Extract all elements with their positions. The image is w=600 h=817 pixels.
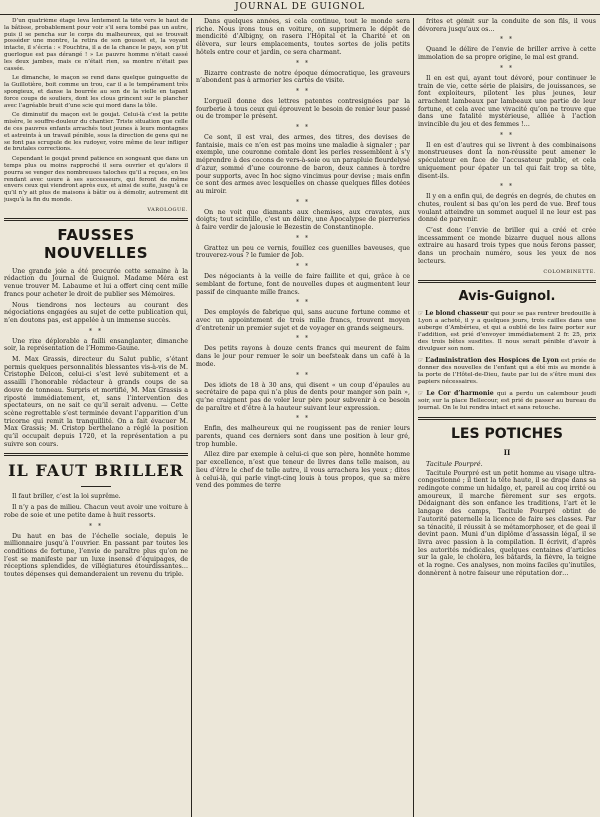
notice-heading: Le blond chasseur bbox=[425, 309, 489, 317]
divider bbox=[418, 280, 596, 283]
short-divider bbox=[81, 486, 111, 487]
notice-item bbox=[418, 357, 596, 386]
article-paragraph: Du haut en bas de l’échelle sociale, depuis le millionnaire jusqu’à l’ouvrier. En passant par toutes les conditions de fortune, l’envie de paraître plus qu’on ne l’est se manifeste par un luxe insensé d’équipages, de réceptions splendides, de villégiatures étourdissantes… toutes dépenses qui demanderaient un revenu du triple. bbox=[4, 532, 188, 579]
article-paragraph: Des négociants à la veille de faire faillite et qui, grâce à ce semblant de fortune, font de nouvelles dupes et augmentent leur passif de cinquante mille francs. bbox=[196, 273, 410, 296]
notice-text: qui pour se pas rentrer bredouille à Lyon a acheté, il y a quelques jours, trois cailles dans une auberge d’Ambérieu, et qui a oublié de les faire porter sur l’addition, est prié d’envoyer immédiatement 2 fr. 25, prix des trois bêtes susdites. Il nous serait pénible d’avoir à divulguer son nom. bbox=[418, 310, 596, 352]
article-paragraph: Bizarre contraste de notre époque démocratique, les graveurs n’abondent pas à armorier les cartes de visite. bbox=[196, 69, 410, 85]
signature: COLOMBINETTE. bbox=[543, 268, 596, 275]
article-paragraph: Allez dire par exemple à celui-ci que son père, honnête homme par excellence, n’est que teneur de livres dans telle maison, au lieu d’être le chef de telle autre, il vous arrachera les yeux ; dites à celui-là, qui parle vingt-cinq louis à tous propos, que sa mère vend des pommes de terre bbox=[196, 451, 410, 490]
article-paragraph: Des employés de fabrique qui, sans aucune fortune comme et avec un appointement de trois mille francs, trouvent moyen d’entretenir un premier sujet et de voyager en grands seigneurs. bbox=[196, 309, 410, 332]
article-paragraph: Quand le délire de l’envie de briller arrive à cette immolation de sa propre origine, le mal est grand. bbox=[418, 46, 596, 62]
article-paragraph: D’un quatrième étage leva lentement la tête vers le haut de la bâtisse, probablement pour voir s’il sera tombé pas un autre, puis il se pencha sur le corps du malheureux, qui se trouvait posséder une montre, la retira de son gousset et, la voyant intacte, il s’écria : « Fouchtra, il a de la chance le pays, son p’tit guerlogue est pas dérangé ! » Le pauvre homme n’était cassé les deux jambes, mais ce n’était rien, sa montre n’était pas cassée. bbox=[4, 18, 188, 72]
asterism: * * bbox=[500, 64, 514, 72]
article-paragraph: Il y en a enfin qui, de degrés en degrés, de chutes en chutes, roulent si bas qu’on les perd de vue. Bref tous voulant atteindre un sommet auquel il ne leur est pas donné de parvenir. bbox=[418, 193, 596, 224]
asterism: * * bbox=[296, 335, 310, 343]
asterism: * * bbox=[296, 234, 310, 242]
section-number: II bbox=[503, 447, 511, 457]
section-title-avis-guignol: Avis-Guignol. bbox=[458, 288, 556, 304]
subheading: Tacitule Pourpré. bbox=[426, 459, 483, 468]
column-rule bbox=[191, 18, 192, 817]
notice-heading: L’administration des Hospices de Lyon bbox=[425, 356, 559, 364]
article-paragraph: Grattez un peu ce vernis, fouillez ces guenilles baveuses, que trouverez-vous ? le fumier de Job. bbox=[196, 244, 410, 260]
asterism: * * bbox=[500, 36, 514, 44]
asterism: * * bbox=[500, 131, 514, 139]
notice-text: qui a perdu un calembour jeudi soir, sur la place Bellecour, est prié de passer au bureau du journal. On le lui rendra intact et sans retouche. bbox=[418, 390, 596, 411]
hand-pointer-icon: ☞ bbox=[418, 310, 426, 317]
article-paragraph: Une grande joie a été procurée cette semaine à la rédaction du Journal de Guignol. Madame Méra est venue trouver M. Labaume et lui a offert cinq cent mille francs pour acheter le droit de publier ses Mémoires. bbox=[4, 267, 188, 298]
notice-heading: Le Cor d’harmonie bbox=[426, 389, 494, 397]
article-paragraph: Cependant le goujat prend patience en songeant que dans un temps plus ou moins rapproché il sera ouvrier et qu’alors il pourra se venger des nombreuses taloches qu’il a reçues, en les rendant avec usure à ses successeurs, qui feront de même envers ceux qui viendront après eux, et ainsi de suite, jusqu’à ce qu’il n’y ait plus de maisons à bâtir ou à démolir, autrement dit jusqu’à la fin du monde. bbox=[4, 156, 188, 203]
asterism: * * bbox=[296, 371, 310, 379]
section-title-les-potiches: LES POTICHES bbox=[451, 425, 563, 442]
article-paragraph: Le dimanche, le maçon se rend dans quelque guinguette de la Guillotière, boit comme un trou, car il a le tempérament très spongieux, et danse la bourrée au son de la vielle en tapant force coups de souliers, dont les clous grincent sur le plancher avec l’agréable bruit d’une scie qui mord dans la tôle. bbox=[4, 75, 188, 109]
article-paragraph: Il en est d’autres qui se livrent à des combinaisons monstrueuses dont la non-réussite peut amener le spéculateur en face de l’accusateur public, et cela uniquement pour épater un tel qui fait trop sa tête, disent-ils. bbox=[418, 141, 596, 180]
article-paragraph: frites et gémit sur la conduite de son fils, il vous dévorera jusqu’aux os… bbox=[418, 18, 596, 33]
notice-item bbox=[418, 310, 596, 353]
article-paragraph: Il n’y a pas de milieu. Chacun veut avoir une voiture à robe de soie et une petite dame à huit ressorts. bbox=[4, 504, 188, 519]
asterism: * * bbox=[89, 522, 103, 530]
article-paragraph: Ce sont, il est vrai, des armes, des titres, des devises de fantaisie, mais ce n’en est pas moins une maladie à signaler ; par exemple, une couronne comtale dont les perles ressemblent à s’y méprendre à des cocons de vers-à-soie ou un parapluie fleurdelysé d’azur, sommé d’une couronne de baron, deux cannes à tordre pour supports, avec In hoc signo vincimus pour devise ; mais enfin ce sont des armes avec lesquelles on chasse quelques filles dotées au miroir. bbox=[196, 134, 410, 195]
hand-pointer-icon: ☞ bbox=[418, 390, 427, 397]
article-paragraph: On ne voit que diamants aux chemises, aux cravates, aux doigts; tout scintille, c’est un délire, une Apocalypse de pierreries à faire verdir de jalousie le Bezestin de Constantinople. bbox=[196, 208, 410, 232]
asterism: * * bbox=[296, 124, 310, 132]
section-title-fausses-nouvelles: FAUSSES NOUVELLES bbox=[43, 225, 148, 262]
asterism: * * bbox=[500, 183, 514, 191]
asterism: * * bbox=[296, 59, 310, 67]
hand-pointer-icon: ☞ bbox=[418, 357, 426, 364]
article-paragraph: Des petits rayons à douze cents francs qui meurent de faim dans le jour pour remuer le soir un beefsteak dans un café à la mode. bbox=[196, 345, 410, 368]
notice-item bbox=[418, 390, 596, 412]
section-title-il-faut-briller: IL FAUT BRILLER bbox=[8, 461, 184, 481]
signature: VAROLOGUE. bbox=[147, 206, 188, 213]
column-rule bbox=[413, 18, 414, 817]
asterism: * * bbox=[296, 87, 310, 95]
masthead: JOURNAL DE GUIGNOL bbox=[0, 0, 600, 15]
divider bbox=[418, 417, 596, 420]
article-paragraph: L’orgueil donne des lettres patentes contresignées par la fourberie à tous ceux qui éprouvent le besoin de renier leur passé ou de tromper le présent. bbox=[196, 97, 410, 121]
column-1 bbox=[4, 18, 188, 813]
divider bbox=[4, 218, 188, 221]
asterism: * * bbox=[89, 327, 103, 335]
column-2 bbox=[196, 18, 410, 813]
article-paragraph: Il en est qui, ayant tout dévoré, pour continuer le train de vie, cette série de plaisirs, de jouissances, se font exploiteurs, pilotent les plus jeunes, leur arrachent lambeaux par lambeaux une partie de leur fortune, et cela avec une vivacité qu’on ne trouve que dans une fatalité mystérieuse, alliée à l’action invincible du jeu et des femmes !… bbox=[418, 74, 596, 129]
notice-text: est priée de donner des nouvelles de l’enfant qui a été mis au monde à la porte de l’Hôtel-de-Dieu, faute par lui de s’être muni des papiers nécessaires. bbox=[418, 357, 596, 385]
article-paragraph: Tacitule Pourpré est un petit homme au visage ultra-congestionné ; il tient la tête haute, il se drape dans sa redingote comme un hidalgo, et, pareil au coq irrité ou amoureux, il marche fièrement sur ses ergots. Dédaignant dès son enfance les traditions, l’art et le langage des camps, Tacitule Pourpré obtint de l’autorité paternelle la licence de faire ses classes. Par sa ténacité, il réussit à se métamorphoser, et de geai il devint paon. Muni d’un diplôme d’assassin légal, il se livra avec passion à la compilation. Il écrivit, d’après les autorités médicales, quelques centaines d’articles sur la gale, le choléra, les bâtards, la fièvre, la teigne et la rogne. Ces analyses, non moins faciles qu’inutiles, donnèrent à notre faiseur une réputation dor… bbox=[418, 469, 596, 577]
article-paragraph: Une rixe déplorable a failli ensanglanter, dimanche soir, la représentation de l’Homme-Gaune. bbox=[4, 337, 188, 353]
column-3 bbox=[418, 18, 596, 813]
asterism: * * bbox=[296, 198, 310, 206]
article-paragraph: Des idiots de 18 à 30 ans, qui disent « un coup d’épaules au secrétaire de papa qui n’a plus de dents pour manger son pain », qu’ne craignent pas de voler leur père pour subvenir à ce besoin de paraître et d’être à la hauteur suivant leur expression. bbox=[196, 381, 410, 412]
article-paragraph: M. Max Grassis, directeur du Salut public, s’étant permis quelques personnalités blessantes vis-à-vis de M. Cristophe Delcon, celui-ci s’est levé subitement et a assailli l’honorable rédacteur à grands coups de sa douve de tonneau. Surpris et mortifié, M. Max Grassis a riposté immédiatement, et, sans l’intervention des spectateurs, on ne sait ce qu’il serait advenu. — Cette scène regrettable s’est terminée devant l’apparition d’un tricorne qui remit la tranquillité. On a fait évacuer M. Max Grassis; M. Cristop berthelano a réglé la position qu’il occupait depuis 1720, et la représentation a pu suivre son cours. bbox=[4, 356, 188, 448]
article-paragraph: C’est donc l’envie de briller qui a créé et crée incessamment ce monde bizarre duquel nous allons extraire au hasard trois types que nous ferons passer, dans un prochain numéro, sous les yeux de nos lecteurs. bbox=[418, 227, 596, 265]
asterism: * * bbox=[296, 299, 310, 307]
asterism: * * bbox=[296, 415, 310, 423]
article-paragraph: Ce diminutif du maçon est le goujat. Celui-là c’est la petite misère, le souffre-douleur du chantier. Triste situation que celle de ces pauvres enfants arrachés tout jeunes à leurs montagnes et astreints à un travail pénible, sous la direction de gens qui ne se font pas scrupule de les rudoyer, voire même de leur infliger de brutales corrections. bbox=[4, 112, 188, 153]
article-paragraph: Enfin, des malheureux qui ne rougissent pas de renier leurs parents, quand ces derniers sont dans une position à leur gré, trop humble. bbox=[196, 425, 410, 448]
asterism: * * bbox=[296, 263, 310, 271]
article-paragraph: Dans quelques années, si cela continue, tout le monde sera riche. Nous irons tous en voiture, on supprimera le dépôt de mendicité d’Albigny, on rasera l’Hôpital et la Charité et on élèvera, sur leurs emplacements, toutes sortes de jolis petits hôtels entre cour et jardin, ce sera charmant. bbox=[196, 18, 410, 56]
article-paragraph: Il faut briller, c’est la loi suprême. bbox=[12, 493, 121, 501]
divider bbox=[4, 453, 188, 456]
article-paragraph: Nous tiendrons nos lecteurs au courant des négociations engagées au sujet de cette publication qui, n’en doutons pas, est appelée à un immense succès. bbox=[4, 301, 188, 324]
